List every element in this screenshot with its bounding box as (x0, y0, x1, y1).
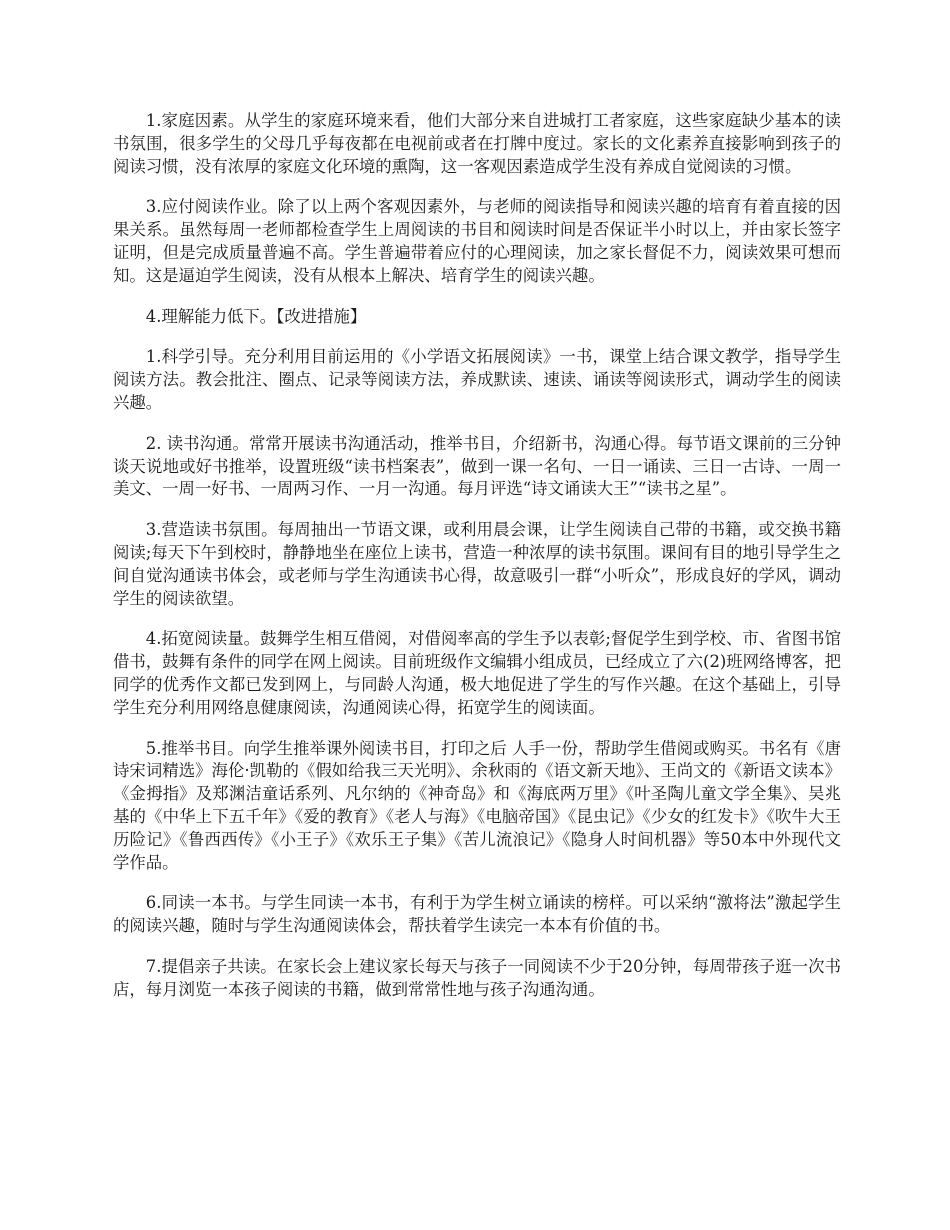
paragraph-reading-homework: 3.应付阅读作业。除了以上两个客观因素外，与老师的阅读指导和阅读兴趣的培育有着直接的因果关系。虽然每周一老师都检查学生上周阅读的书目和阅读时间是否保证半小时以上，并由家长签字证明，但是完成质量普遍不高。学生普遍带着应付的心理阅读，加之家长督促不力，阅读效果可想而知。这是逼迫学生阅读，没有从根本上解决、培育学生的阅读兴趣。 (113, 197, 841, 285)
paragraph-comprehension-improvement: 4.理解能力低下。【改进措施】 (145, 306, 367, 326)
paragraph-reading-atmosphere: 3.营造读书氛围。每周抽出一节语文课，或利用晨会课，让学生阅读自己带的书籍，或交换书籍阅读;每天下午到校时，静静地坐在座位上读书，营造一种浓厚的读书氛围。课间有目的地引导学生之间自觉沟通读书体会，或老师与学生沟通读书心得，故意吸引一群“小听众”，形成良好的学风，调动学生的阅读欲望。 (113, 520, 841, 608)
paragraph-parent-child-reading: 7.提倡亲子共读。在家长会上建议家长每天与孩子一同阅读不少于20分钟，每周带孩子逛一次书店，每月浏览一本孩子阅读的书籍，做到常常性地与孩子沟通沟通。 (113, 956, 841, 999)
paragraph-recommended-books: 5.推举书目。向学生推举课外阅读书目，打印之后 人手一份，帮助学生借阅或购买。书名有《唐诗宋词精选》海伦·凯勒的《假如给我三天光明》、余秋雨的《语文新天地》、王尚文的《新语文读本》《金拇指》及郑渊洁童话系列、凡尔纳的《神奇岛》和《海底两万里》《叶圣陶儿童文学全集》、吴兆基的《中华上下五千年》《爱的教育》《老人与海》《电脑帝国》《昆虫记》《少女的红发卡》《吹牛大王历险记》《鲁西西传》《小王子》《欢乐王子集》《苦儿流浪记》《隐身人时间机器》等50本中外现代文学作品。 (113, 738, 841, 872)
paragraph-scientific-guidance: 1.科学引导。充分利用目前运用的《小学语文拓展阅读》一书，课堂上结合课文教学，指导学生阅读方法。教会批注、圈点、记录等阅读方法，养成默读、速读、诵读等阅读形式，调动学生的阅读兴趣。 (113, 347, 841, 412)
document-body (113, 110, 841, 1020)
paragraph-shared-book: 6.同读一本书。与学生同读一本书，有利于为学生树立诵读的榜样。可以采纳“激将法”激起学生的阅读兴趣，随时与学生沟通阅读体会，帮扶着学生读完一本本有价值的书。 (113, 893, 841, 936)
paragraph-family-factors: 1.家庭因素。从学生的家庭环境来看，他们大部分来自进城打工者家庭，这些家庭缺少基本的读书氛围，很多学生的父母几乎每夜都在电视前或者在打牌中度过。家长的文化素养直接影响到孩子的阅读习惯，没有浓厚的家庭文化环境的熏陶，这一客观因素造成学生没有养成自觉阅读的习惯。 (113, 111, 841, 176)
paragraph-expand-reading: 4.拓宽阅读量。鼓舞学生相互借阅，对借阅率高的学生予以表彰;督促学生到学校、市、省图书馆借书，鼓舞有条件的同学在网上阅读。目前班级作文编辑小组成员，已经成立了六(2)班网络博客，把同学的优秀作文都已发到网上，与同龄人沟通，极大地促进了学生的写作兴趣。在这个基础上，引导学生充分利用网络息健康阅读，沟通阅读心得，拓宽学生的阅读面。 (113, 629, 842, 717)
paragraph-reading-exchange: 2. 读书沟通。常常开展读书沟通活动，推举书目，介绍新书，沟通心得。每节语文课前的三分钟谈天说地或好书推举，设置班级“读书档案表”，做到一课一名句、一日一诵读、三日一古诗、一周一美文、一周一好书、一周两习作、一月一沟通。每月评选“诗文诵读大王”“读书之星”。 (113, 433, 841, 499)
